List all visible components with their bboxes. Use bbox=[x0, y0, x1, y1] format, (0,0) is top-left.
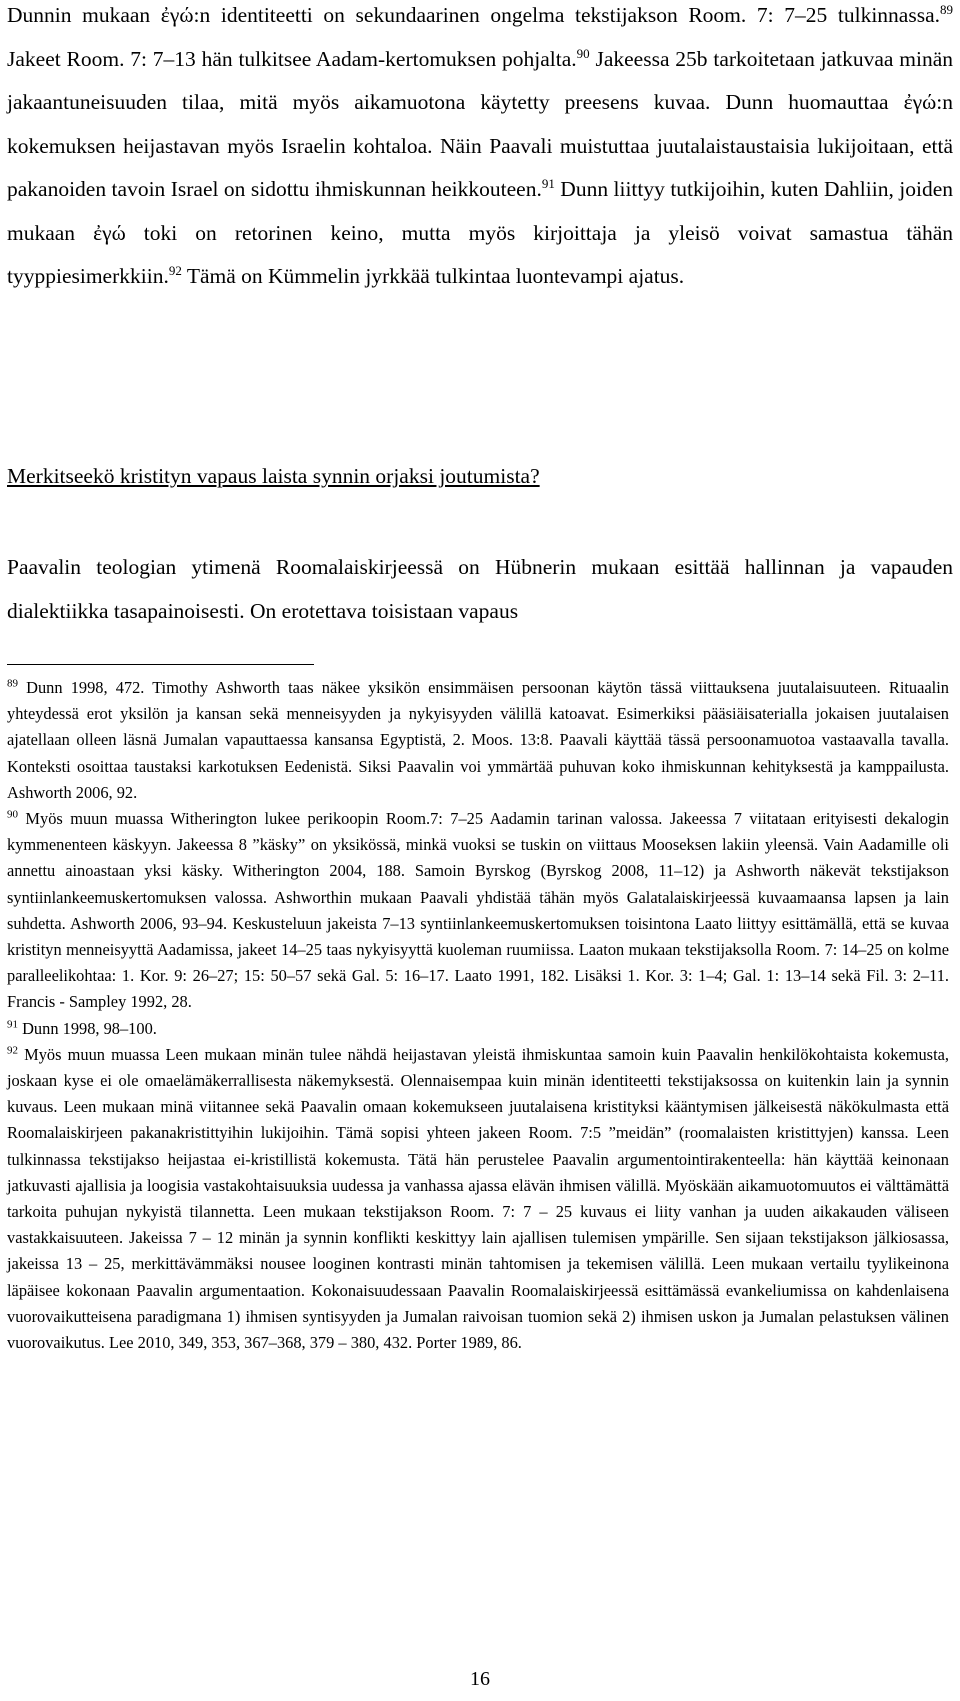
footnote-text: Dunn 1998, 472. Timothy Ashworth taas näkee yksikön ensimmäisen persoonan käytön tässä viittauksena juutalaisuuteen. Rituaalin yhteydessä erot yksilön ja kansan sekä menneisyyden ja nykyisyyden välillä katoavat. Esimerkiksi pääsiäisateriall​a jokaisen juutalaisen ajatellaan olleen läsnä Jumalan vapauttaessa kansansa Egyptistä, 2. Moos. 13:8. Paavali käyttää tässä persoonamuotoa vastaavalla tavalla. Konteksti osoittaa taustaksi karkotuksen Eedenistä. Siksi Paavalin voi ymmärtää puhuvan koko ihmiskunnan kehityksestä ja kamppailusta. Ashworth 2006, 92. bbox=[7, 678, 949, 802]
body-paragraph-1 bbox=[7, 0, 953, 299]
footnote-89 bbox=[7, 675, 949, 806]
footnote-ref-92[interactable]: 92 bbox=[168, 262, 182, 278]
footnote-text: Myös muun muassa Witherington lukee perikoopin Room.7: 7–25 Aadamin tarinan valossa. Jakeessa 7 viitataan erityisesti dekalogin kymmenenteen käskyyn. Jakeessa 8 ”käsky” on yksikössä, minkä vuoksi se tuskin on viittaus Mooseksen lakiin yleensä. Vain Aadamille oli annettu ainoastaan yksi käsky. Witherington 2004, 188. Samoin Byrskog (Byrskog 2008, 11–12) ja Ashworth näkevät tekstijakson syntiinlankeemuskertomuksen valossa. Ashworthin mukaan Paavali yhdistää tähän myös Galatalaiskirjeessä kuvaamaansa lapsen ja lain suhdetta. Ashworth 2006, 93–94. Keskusteluun jakeista 7–13 syntiinlankeemuskertomuksen toisintona Laato liittyy esittämällä, että se kuvaa kristityn menneisyyttä Aadamissa, jakeet 14–25 taas nykyisyyttä kuoleman ruumiissa. Laaton mukaan tekstijaksolla Room. 7: 14–25 on kolme paralleelikohtaa: 1. Kor. 9: 26–27; 15: 50–57 sekä Gal. 5: 16–17. Laato 1991, 182. Lisäksi 1. Kor. 3: 1–4; Gal. 1: 13–14 sekä Fil. 3: 2–11. Francis - Sampley 1992, 28. bbox=[7, 809, 949, 1012]
footnote-text: Dunn 1998, 98–100. bbox=[18, 1018, 157, 1038]
footnotes-section bbox=[7, 675, 949, 1356]
footnote-number: 92 bbox=[7, 1044, 18, 1057]
paragraph-text: Tämä on Kümmelin jyrkkää tulkintaa luontevampi ajatus. bbox=[181, 264, 685, 288]
footnote-90 bbox=[7, 806, 949, 1016]
footnote-91 bbox=[7, 1016, 949, 1042]
body-paragraph-2: Paavalin teologian ytimenä Roomalaiskirjeessä on Hübnerin mukaan esittää hallinnan ja vapauden dialektiikka tasapainoisesti. On erotettava toisistaan vapaus bbox=[7, 555, 953, 623]
paragraph-text: Dunnin mukaan ἐγώ:n identiteetti on sekundaarinen ongelma tekstijakson Room. 7: 7–25 tulkinnassa. bbox=[7, 3, 940, 27]
page-number: 16 bbox=[470, 1668, 490, 1690]
footnote-number: 89 bbox=[7, 677, 18, 690]
paragraph-text: Dunn liittyy tutkijoihin, kuten Dahliin, joiden mukaan ἐγώ toki on retorinen keino, mutta myös kirjoittaja ja yleisö voivat samastua tähän tyyppiesimerkkiin. bbox=[7, 177, 954, 288]
footnote-92 bbox=[7, 1042, 949, 1356]
section-heading: Merkitseekö kristityn vapaus laista synnin orjaksi joutumista? bbox=[7, 464, 540, 488]
footnote-ref-89[interactable]: 89 bbox=[940, 1, 953, 17]
paragraph-text: Jakeet Room. 7: 7–13 hän tulkitsee Aadam-kertomuksen pohjalta. bbox=[7, 46, 577, 71]
footnote-number: 90 bbox=[7, 808, 18, 821]
footnote-ref-91[interactable]: 91 bbox=[541, 175, 555, 191]
footnote-divider bbox=[7, 664, 314, 665]
footnote-number: 91 bbox=[7, 1018, 18, 1031]
footnote-ref-90[interactable]: 90 bbox=[576, 45, 590, 61]
footnote-text: Myös muun muassa Leen mukaan minän tulee nähdä heijastavan yleistä ihmiskuntaa samoin kuin Paavalin henkilökohtaista kokemusta, joskaan kyse ei ole omaelämäkerrallisesta näkemyksestä. Olennaisempaa kuin minän identiteetti tekstijaksossa on kuitenkin lain ja synnin kuvaus. Leen mukaan minä viitannee sekä Paavalin omaan kokemukseen juutalaisena kristityksi kääntymisen jälkeisestä näkökulmasta että Roomalaiskirjeen pakanakristittyihin lukijoihin. Tämä sopisi yhteen jakeen Room. 7:5 ”meidän” (roomalaisten kristittyjen) kanssa. Leen tulkinnassa tekstijakso heijastaa ei-kristillistä kokemusta. Tätä hän perustelee Paavalin argumentointirakenteella: hän käyttää keinonaan jatkuvasti ajallisia ja loogisia vastakohtaisuuksia uudessa ja vanhassa ajassa elävän ihmisen välillä. Myöskään aikamuotomuutos ei välttämättä tarkoita puhujan nykyistä tilannetta. Leen mukaan tekstijakson Room. 7: 7 – 25 kuvaus ei liity vanhan ja uuden aikakauden väliseen vastakkaisuuteen. Jakeissa 7 – 12 minän ja synnin konflikti keskittyy lain ajallisen tulemisen ympärille. Sen sijaan tekstijakson jälkiosassa, jakeissa 13 – 25, merkittävämmäksi nousee looginen kontrasti minän tahtomisen ja tekemisen välillä. Leen mukaan vertailu tyylikeinona läpäisee kokonaan Paavalin argumentaation. Kokonaisuudessaan Paavalin Roomalaiskirjeessä esittämässä evankeliumissa on kahdenlaisena vuorovaikutteisena paradigmana 1) ihmisen syntisyyden ja Jumalan raivoisan tuomion sekä 2) ihmisen uskon ja Jumalan pelastuksen välinen vuorovaikutus. Lee 2010, 349, 353, 367–368, 379 – 380, 432. Porter 1989, 86. bbox=[7, 1044, 949, 1353]
paragraph-text: Jakeessa 25b tarkoitetaan jatkuvaa minän jakaantuneisuuden tilaa, mitä myös aikamuotona käytetty preesens kuvaa. Dunn huomauttaa ἐγώ:n kokemuksen heijastavan myös Israelin kohtaloa. Näin Paavali muistuttaa juutalaistaustaisia lukijoitaan, että pakanoiden tavoin Israel on sidottu ihmiskunnan heikkouteen. bbox=[7, 46, 953, 201]
